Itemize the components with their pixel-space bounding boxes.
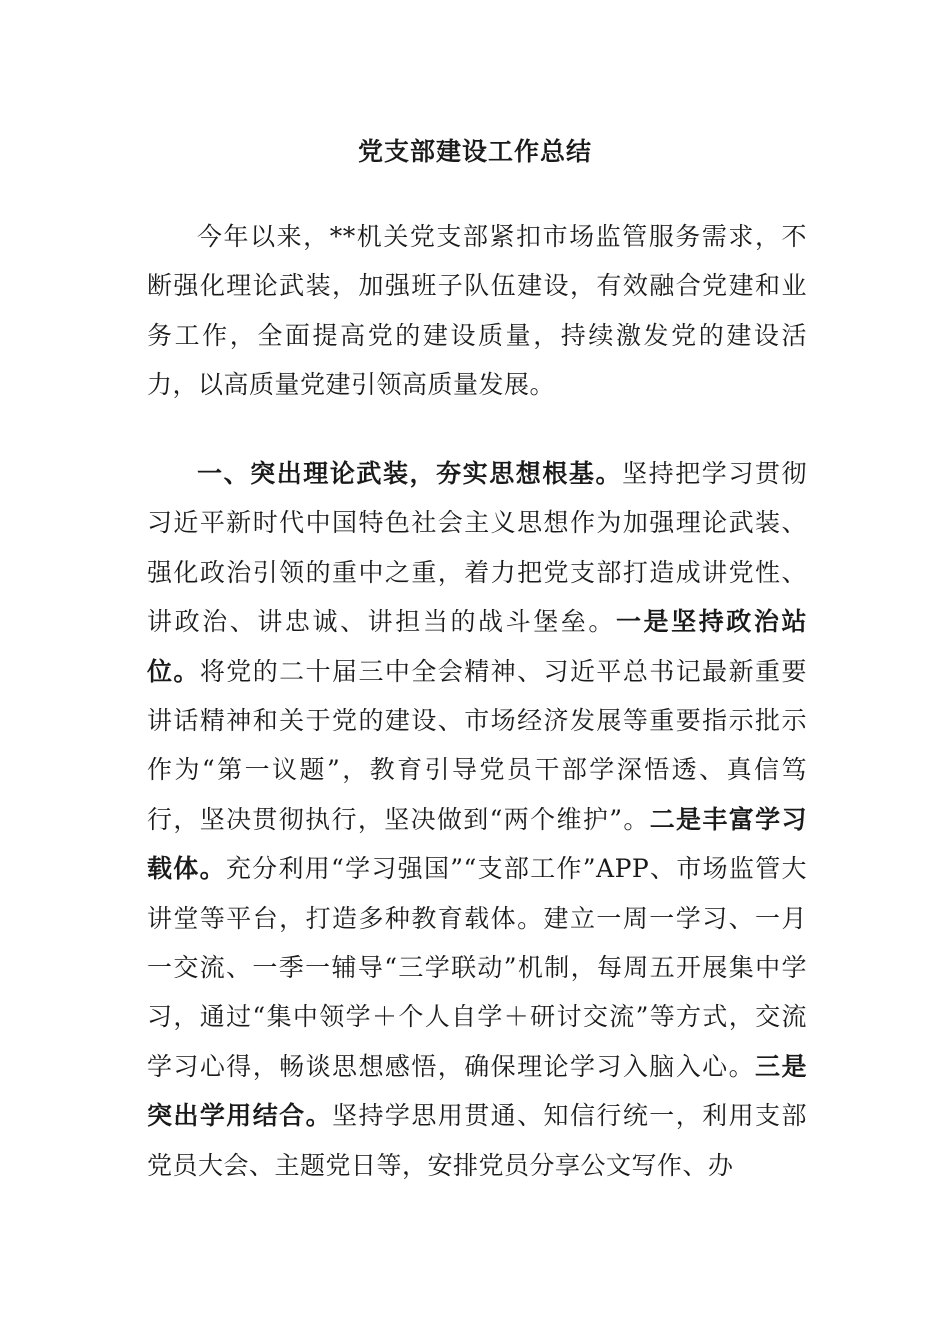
section-1-heading: 一、突出理论武装，夯实思想根基。 [197,459,623,488]
point-1-text: 将党的二十届三中全会精神、习近平总书记最新重要讲话精神和关于党的建设、市场经济发展等重要指示批示作为“第一议题”，教育引导党员干部学深悟透、真信笃行，坚决贯彻执行，坚决做到“两个维护”。 [147,656,807,834]
point-2-label: 二是丰富学习载体。 [147,804,807,884]
point-3-label: 三是突出学用结合。 [147,1051,807,1131]
document-title: 党支部建设工作总结 [357,137,592,166]
section-1-paragraph [147,449,807,1190]
intro-paragraph: 今年以来，**机关党支部紧扣市场监管服务需求，不断强化理论武装，加强班子队伍建设，有效融合党建和业务工作，全面提高党的建设质量，持续激发党的建设活力，以高质量党建引领高质量发展。 [147,222,807,400]
section-1-lead: 坚持把学习贯彻习近平新时代中国特色社会主义思想作为加强理论武装、强化政治引领的重中之重，着力把党支部打造成讲党性、讲政治、讲忠诚、讲担当的战斗堡垒。 [147,459,807,637]
point-3-text: 坚持学思用贯通、知信行统一，利用支部党员大会、主题党日等，安排党员分享公文写作、办 [147,1101,807,1180]
point-1-label: 一是坚持政治站位。 [147,607,807,686]
point-2-text: 充分利用“学习强国”“支部工作”APP、市场监管大讲堂等平台，打造多种教育载体。建立一周一学习、一月一交流、一季一辅导“三学联动”机制，每周五开展集中学习，通过“集中领学＋个人自学＋研讨交流”等方式，交流学习心得，畅谈思想感悟，确保理论学习入脑入心。 [147,854,807,1081]
